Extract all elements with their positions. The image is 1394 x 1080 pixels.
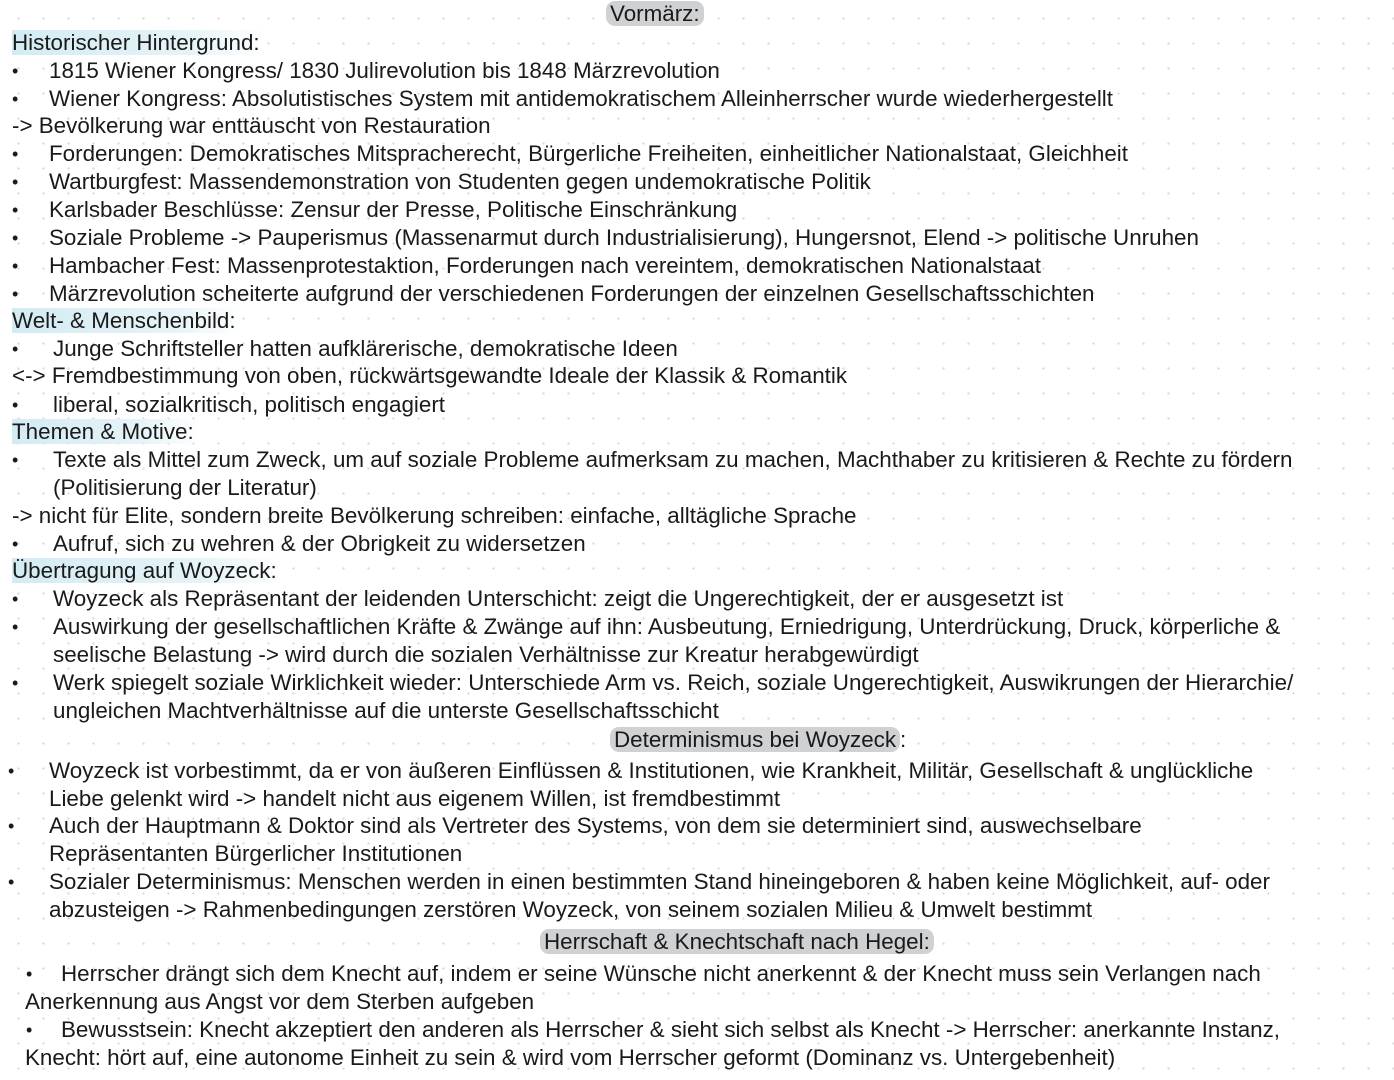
list-item: Bewusstsein: Knecht akzeptiert den anderen als Herrscher & sieht sich selbst als Knecht -> Herrscher: anerkannte Instanz, xyxy=(61,1017,1281,1042)
heading-historical-background: Historischer Hintergrund: xyxy=(12,29,266,57)
note-line: <-> Fremdbestimmung von oben, rückwärtsgewandte Ideale der Klassik & Romantik xyxy=(12,363,848,388)
list-item: Auswirkung der gesellschaftlichen Kräfte & Zwänge auf ihn: Ausbeutung, Erniedrigung, Unterdrückung, Druck, körperliche & xyxy=(53,614,1281,639)
bullet-icon: • xyxy=(12,172,19,192)
list-item-continuation: ungleichen Machtverhältnisse auf die unterste Gesellschaftsschicht xyxy=(53,698,719,723)
list-item: Texte als Mittel zum Zweck, um auf soziale Probleme aufmerksam zu machen, Machthaber zu kritisieren & Rechte zu fördern xyxy=(53,447,1293,472)
note-line: -> Bevölkerung war enttäuscht von Restauration xyxy=(12,113,491,138)
list-item-continuation: seelische Belastung -> wird durch die sozialen Verhältnisse zur Kreatur herabgewürdigt xyxy=(53,642,919,667)
list-item: Hambacher Fest: Massenprotestaktion, Forderungen nach vereintem, demokratischen Nationalstaat xyxy=(49,253,1041,278)
list-item: Soziale Probleme -> Pauperismus (Massenarmut durch Industrialisierung), Hungersnot, Elend -> politische Unruhen xyxy=(49,225,1199,250)
heading-transfer-woyzeck: Übertragung auf Woyzeck: xyxy=(12,557,283,585)
list-item-continuation: (Politisierung der Literatur) xyxy=(53,475,317,500)
section-title-hegel: Herrschaft & Knechtschaft nach Hegel: xyxy=(540,928,934,956)
list-item: Forderungen: Demokratisches Mitspracherecht, Bürgerliche Freiheiten, einheitlicher Nationalstaat, Gleichheit xyxy=(49,141,1129,166)
list-item-continuation: abzusteigen -> Rahmenbedingungen zerstören Woyzeck, von seinem sozialen Milieu & Umwelt bestimmt xyxy=(49,897,1093,922)
bullet-icon: • xyxy=(12,617,19,637)
heading-themes: Themen & Motive: xyxy=(12,418,200,446)
list-item: liberal, sozialkritisch, politisch engagiert xyxy=(53,392,446,417)
list-item: Woyzeck als Repräsentant der leidenden Unterschicht: zeigt die Ungerechtigkeit, der er ausgesetzt ist xyxy=(53,586,1064,611)
bullet-icon: • xyxy=(12,339,19,359)
list-item: Junge Schriftsteller hatten aufklärerische, demokratische Ideen xyxy=(53,336,678,361)
bullet-icon: • xyxy=(12,228,19,248)
section-title-vormaerz: Vormärz: xyxy=(606,0,704,28)
list-item-continuation: Knecht: hört auf, eine autonome Einheit zu sein & wird vom Herrscher geformt (Dominanz vs. Untergebenheit) xyxy=(25,1045,1116,1070)
list-item: Auch der Hauptmann & Doktor sind als Vertreter des Systems, von dem sie determiniert sind, auswechselbare xyxy=(49,813,1142,838)
bullet-icon: • xyxy=(12,144,19,164)
bullet-icon: • xyxy=(12,534,19,554)
list-item-continuation: Liebe gelenkt wird -> handelt nicht aus eigenem Willen, ist fremdbestimmt xyxy=(49,786,781,811)
bullet-icon: • xyxy=(12,284,19,304)
bullet-icon: • xyxy=(8,816,15,836)
list-item: 1815 Wiener Kongress/ 1830 Julirevolution bis 1848 Märzrevolution xyxy=(49,58,720,83)
bullet-icon: • xyxy=(12,673,19,693)
bullet-icon: • xyxy=(12,89,19,109)
list-item-continuation: Anerkennung aus Angst vor dem Sterben aufgeben xyxy=(25,989,535,1014)
list-item: Märzrevolution scheiterte aufgrund der verschiedenen Forderungen der einzelnen Gesellschaftsschichten xyxy=(49,281,1095,306)
bullet-icon: • xyxy=(8,872,15,892)
list-item-continuation: Repräsentanten Bürgerlicher Institutionen xyxy=(49,841,463,866)
note-line: -> nicht für Elite, sondern breite Bevölkerung schreiben: einfache, alltägliche Sprache xyxy=(12,503,857,528)
list-item: Sozialer Determinismus: Menschen werden in einen bestimmten Stand hineingeboren & haben keine Möglichkeit, auf- oder xyxy=(49,869,1270,894)
bullet-icon: • xyxy=(12,61,19,81)
list-item: Woyzeck ist vorbestimmt, da er von äußeren Einflüssen & Institutionen, wie Krankheit, Militär, Gesellschaft & unglückliche xyxy=(49,758,1254,783)
bullet-icon: • xyxy=(8,761,15,781)
bullet-icon: • xyxy=(12,256,19,276)
bullet-icon: • xyxy=(26,1020,33,1040)
list-item: Wiener Kongress: Absolutistisches System mit antidemokratischem Alleinherrscher wurde wiederhergestellt xyxy=(49,86,1114,111)
list-item: Werk spiegelt soziale Wirklichkeit wieder: Unterschiede Arm vs. Reich, soziale Ungerechtigkeit, Auswikrungen der Hierarchie/ xyxy=(53,670,1294,695)
bullet-icon: • xyxy=(12,200,19,220)
bullet-icon: • xyxy=(26,964,33,984)
list-item: Aufruf, sich zu wehren & der Obrigkeit zu widersetzen xyxy=(53,531,586,556)
list-item: Herrscher drängt sich dem Knecht auf, indem er seine Wünsche nicht anerkennt & der Knecht muss sein Verlangen nach xyxy=(61,961,1261,986)
list-item: Wartburgfest: Massendemonstration von Studenten gegen undemokratische Politik xyxy=(49,169,871,194)
section-title-determinism: Determinismus bei Woyzeck : xyxy=(610,726,906,754)
bullet-icon: • xyxy=(12,395,19,415)
list-item: Karlsbader Beschlüsse: Zensur der Presse, Politische Einschränkung xyxy=(49,197,738,222)
heading-worldview: Welt- & Menschenbild: xyxy=(12,307,242,335)
bullet-icon: • xyxy=(12,450,19,470)
bullet-icon: • xyxy=(12,589,19,609)
